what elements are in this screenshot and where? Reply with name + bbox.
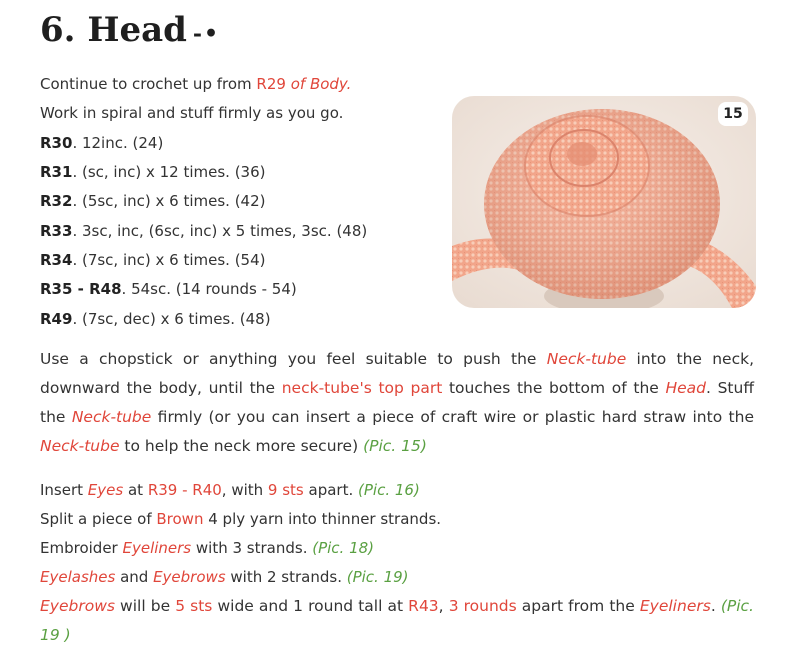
round-ref: R39 - R40 bbox=[147, 481, 222, 499]
page-title bbox=[40, 10, 220, 50]
text: . Stuff the bbox=[40, 379, 755, 426]
head-ref: Head bbox=[665, 379, 706, 397]
text: apart from the bbox=[516, 597, 640, 615]
rounds-ref: 3 rounds bbox=[448, 597, 517, 615]
text: , bbox=[438, 597, 449, 615]
text: Use a chopstick or anything you feel suitable to push the bbox=[40, 350, 547, 368]
round-row bbox=[40, 162, 266, 182]
text: touches the bottom of the bbox=[442, 379, 666, 397]
neck-tube-ref: Neck-tube bbox=[546, 350, 627, 368]
round-label: R30 bbox=[40, 134, 73, 152]
eyebrows-ref: Eyebrows bbox=[40, 597, 115, 615]
round-row bbox=[40, 250, 266, 270]
neck-tube-ref: Neck-tube bbox=[40, 437, 120, 455]
text: . bbox=[710, 597, 721, 615]
round-row bbox=[40, 309, 271, 329]
crochet-head-illustration bbox=[452, 96, 756, 308]
text: with 2 strands. bbox=[225, 568, 347, 586]
pic-ref: (Pic. 18) bbox=[312, 539, 375, 557]
text: Embroider bbox=[40, 539, 123, 557]
round-label: R49 bbox=[40, 310, 73, 328]
round-instruction: . 12inc. (24) bbox=[72, 134, 164, 152]
intro-text: Continue to crochet up from bbox=[40, 75, 257, 93]
round-label: R33 bbox=[40, 222, 73, 240]
neck-tube-ref: Neck-tube bbox=[71, 408, 152, 426]
round-row bbox=[40, 279, 297, 299]
eyebrows-paragraph bbox=[40, 592, 754, 650]
text: wide and 1 round tall at bbox=[212, 597, 409, 615]
pic-ref: (Pic. 16) bbox=[358, 481, 420, 499]
body-ref: of Body. bbox=[290, 75, 352, 93]
title-ornament: -• bbox=[192, 21, 221, 47]
text: will be bbox=[114, 597, 176, 615]
eyes-line-3 bbox=[40, 538, 374, 558]
text: apart. bbox=[303, 481, 359, 499]
pic-ref: (Pic. 19 ) bbox=[40, 597, 754, 644]
round-instruction: . (sc, inc) x 12 times. (36) bbox=[72, 163, 266, 181]
round-row bbox=[40, 221, 367, 241]
round-ref: R43 bbox=[408, 597, 439, 615]
text: to help the neck more secure) bbox=[119, 437, 364, 455]
eyeliners-ref: Eyeliners bbox=[122, 539, 192, 557]
round-instruction: . 54sc. (14 rounds - 54) bbox=[121, 280, 297, 298]
text: Split a piece of bbox=[40, 510, 157, 528]
color-ref: Brown bbox=[156, 510, 204, 528]
eyes-line-2 bbox=[40, 509, 441, 529]
eyeliners-ref: Eyeliners bbox=[639, 597, 711, 615]
round-instruction: . 3sc, inc, (6sc, inc) x 5 times, 3sc. (48) bbox=[72, 222, 368, 240]
eyes-ref: Eyes bbox=[87, 481, 124, 499]
round-row bbox=[40, 191, 266, 211]
text: with 3 strands. bbox=[191, 539, 313, 557]
round-label: R34 bbox=[40, 251, 73, 269]
round-row bbox=[40, 133, 163, 153]
round-instruction: . (5sc, inc) x 6 times. (42) bbox=[72, 192, 266, 210]
stitch-ref: 9 sts bbox=[267, 481, 304, 499]
neck-tube-paragraph bbox=[40, 345, 754, 461]
text: and bbox=[115, 568, 154, 586]
picture-number-badge: 15 bbox=[718, 102, 748, 126]
round-label: R31 bbox=[40, 163, 73, 181]
eyelashes-ref: Eyelashes bbox=[40, 568, 116, 586]
title-text: 6. Head bbox=[40, 10, 187, 50]
text: firmly (or you can insert a piece of craft wire or plastic hard straw into the bbox=[151, 408, 754, 426]
crochet-head-photo bbox=[452, 96, 756, 308]
round-label: R32 bbox=[40, 192, 73, 210]
text: at bbox=[123, 481, 148, 499]
intro-line-1 bbox=[40, 74, 351, 94]
eyes-line-1 bbox=[40, 480, 420, 500]
pic-ref: (Pic. 15) bbox=[363, 437, 427, 455]
round-instruction: . (7sc, dec) x 6 times. (48) bbox=[72, 310, 271, 328]
text: into the neck, downward the body, until the bbox=[40, 350, 754, 397]
round-label: R35 - R48 bbox=[40, 280, 122, 298]
intro-line-2: Work in spiral and stuff firmly as you go. bbox=[40, 104, 344, 122]
round-ref: R29 bbox=[256, 75, 286, 93]
text: , with bbox=[221, 481, 268, 499]
text: Insert bbox=[40, 481, 88, 499]
neck-tube-top-ref: neck-tube's top part bbox=[281, 379, 443, 397]
text: 4 ply yarn into thinner strands. bbox=[203, 510, 442, 528]
round-instruction: . (7sc, inc) x 6 times. (54) bbox=[72, 251, 266, 269]
eyebrows-ref: Eyebrows bbox=[153, 568, 226, 586]
stitch-ref: 5 sts bbox=[175, 597, 213, 615]
eyes-line-4 bbox=[40, 567, 409, 587]
pic-ref: (Pic. 19) bbox=[346, 568, 409, 586]
